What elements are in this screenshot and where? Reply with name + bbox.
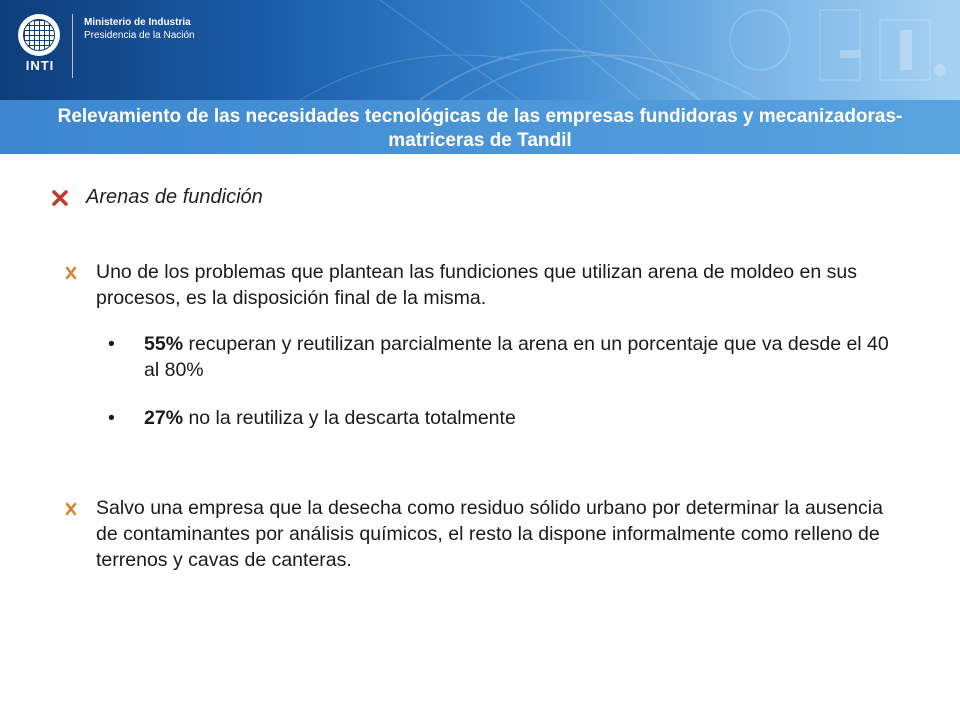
title-bar: [0, 100, 960, 154]
ministry-line1: Ministerio de Industria: [84, 17, 191, 28]
bullet-marker: •: [108, 407, 115, 429]
bullet-item-1: [108, 331, 908, 383]
paragraph-2: Salvo una empresa que la desecha como residuo sólido urbano por determinar la ausencia de contaminantes por análisis químicos, el resto la dispone informalmente como relleno de terrenos y cavas de canteras.: [96, 497, 883, 571]
paragraph-1: Uno de los problemas que plantean las fundiciones que utilizan arena de moldeo en sus procesos, es la disposición final de la misma.: [96, 261, 858, 309]
orange-x-icon: [64, 266, 78, 280]
bullet-marker: •: [108, 333, 115, 355]
logo-text: INTI: [25, 58, 55, 73]
logo-divider: [72, 14, 73, 78]
section-title: Arenas de fundición: [86, 186, 263, 208]
bullet-text: [144, 405, 908, 431]
bullet-text: [144, 331, 908, 383]
red-x-icon: [52, 190, 68, 206]
inti-logo-icon: [18, 14, 60, 56]
slide-title: Relevamiento de las necesidades tecnológicas de las empresas fundidoras y mecanizadoras-matriceras de Tandil: [57, 106, 903, 151]
ministry-label: [84, 16, 195, 42]
logo-grid: [23, 19, 55, 51]
header-banner: [0, 0, 960, 100]
bullet-item-2: [108, 405, 908, 431]
ministry-line2: Presidencia de la Nación: [84, 30, 195, 41]
bullet-desc: recuperan y reutilizan parcialmente la arena en un porcentaje que va desde el 40 al 80%: [144, 333, 889, 381]
orange-x-icon: [64, 502, 78, 516]
header-background-graphic: [0, 0, 960, 100]
bullet-percent: 27%: [144, 407, 184, 429]
section-heading: [52, 186, 263, 209]
bullet-desc: no la reutiliza y la descarta totalmente: [183, 407, 516, 429]
bullet-percent: 55%: [144, 333, 184, 355]
